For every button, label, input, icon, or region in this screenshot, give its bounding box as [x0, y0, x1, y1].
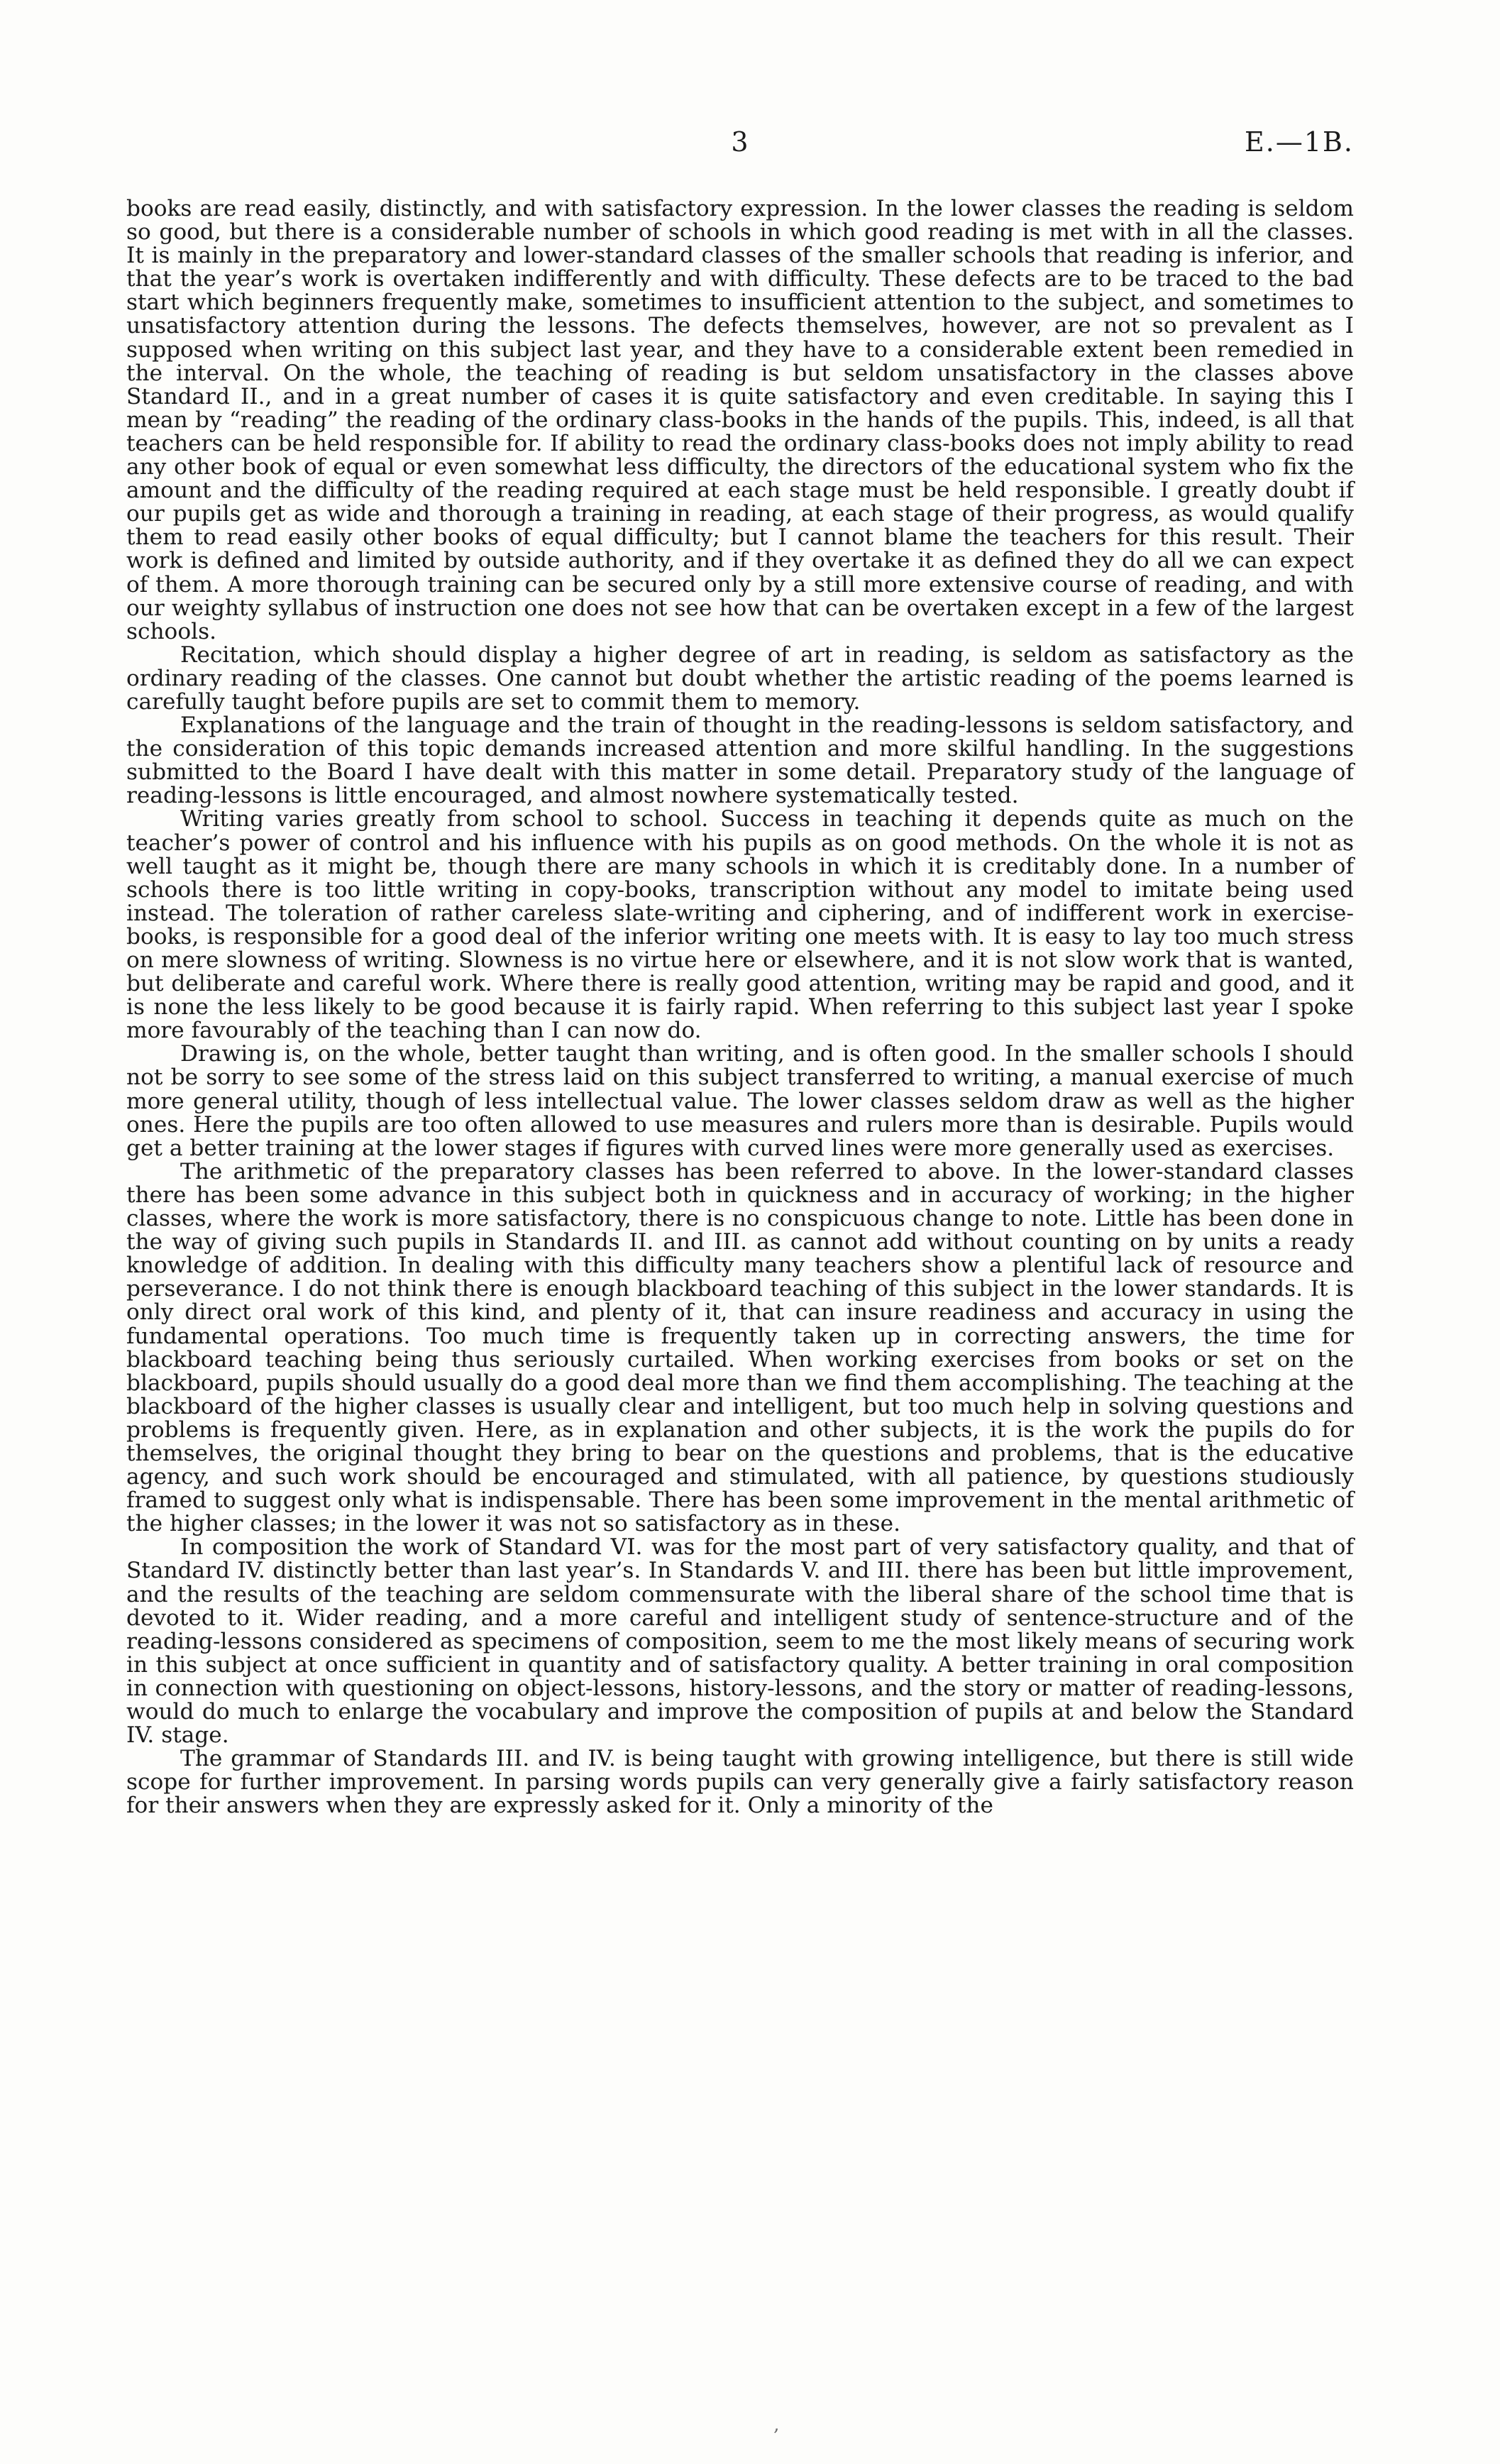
paragraph-writing: Writing varies greatly from school to school. Success in teaching it depends quite as much on the teacher’s power of control and his influence with his pupils as on good methods. On the whole it is not as well taught as it might be, though there are many schools in which it is creditably done. In a number of schools there is too little writing in copy-books, transcription without any model to imitate being used instead. The toleration of rather careless slate-writing and ciphering, and of indifferent work in exercise-books, is responsible for a good deal of the inferior writing one meets with. It is easy to lay too much stress on mere slowness of writing. Slowness is no virtue here or elsewhere, and it is not slow work that is wanted, but deliberate and careful work. Where there is really good attention, writing may be rapid and good, and it is none the less likely to be good because it is fairly rapid. When referring to this subject last year I spoke more favourably of the teaching than I can now do. [126, 806, 1354, 1044]
page-number: 3 [731, 126, 749, 158]
paragraph-drawing: Drawing is, on the whole, better taught than writing, and is often good. In the smaller schools I should not be sorry to see some of the stress laid on this subject transferred to writing, a manual exercise of much more general utility, though of less intellectual value. The lower classes seldom draw as well as the higher ones. Here the pupils are too often allowed to use measures and rulers more than is desirable. Pupils would get a better training at the lower stages if figures with curved lines were more generally used as exercises. [126, 1041, 1354, 1161]
paragraph-reading: books are read easily, distinctly, and with satisfactory expression. In the lower classes the reading is seldom so good, but there is a considerable number of schools in which good reading is met with in all the classes. It is mainly in the preparatory and lower-standard classes of the smaller schools that reading is inferior, and that the year’s work is overtaken indifferently and with difficulty. These defects are to be traced to the bad start which beginners frequently make, sometimes to insufficient attention to the subject, and sometimes to unsatisfactory attention during the lessons. The defects themselves, however, are not so prevalent as I supposed when writing on this subject last year, and they have to a considerable extent been remedied in the interval. On the whole, the teaching of reading is but seldom unsatisfactory in the classes above Standard II., and in a great number of cases it is quite satisfactory and even creditable. In saying this I mean by “reading” the reading of the ordinary class-books in the hands of the pupils. This, indeed, is all that teachers can be held responsible for. If ability to read the ordinary class-books does not imply ability to read any other book of equal or even somewhat less difficulty, the directors of the educational system who fix the amount and the difficulty of the reading required at each stage must be held responsible. I greatly doubt if our pupils get as wide and thorough a training in reading, at each stage of their progress, as would qualify them to read easily other books of equal difficulty; but I cannot blame the teachers for this result. Their work is defined and limited by outside authority, and if they overtake it as defined they do all we can expect of them. A more thorough training can be secured only by a still more extensive course of reading, and with our weighty syllabus of instruction one does not see how that can be overtaken except in a few of the largest schools. [126, 196, 1354, 644]
page-header [126, 126, 1354, 169]
paragraph-recitation: Recitation, which should display a higher degree of art in reading, is seldom as satisfactory as the ordinary reading of the classes. One cannot but doubt whether the artistic reading of the poems learned is carefully taught before pupils are set to commit them to memory. [126, 642, 1354, 715]
document-reference: E.—1B. [1245, 126, 1354, 158]
paragraph-arithmetic: The arithmetic of the preparatory classes has been referred to above. In the lower-standard classes there has been some advance in this subject both in quickness and in accuracy of working; in the higher classes, where the work is more satisfactory, there is no conspicuous change to note. Little has been done in the way of giving such pupils in Standards II. and III. as cannot add without counting on by units a ready knowledge of addition. In dealing with this difficulty many teachers show a plentiful lack of resource and perseverance. I do not think there is enough blackboard teaching of this subject in the lower standards. It is only direct oral work of this kind, and plenty of it, that can insure readiness and accuracy in using the fundamental operations. Too much time is frequently taken up in correcting answers, the time for blackboard teaching being thus seriously curtailed. When working exercises from books or set on the blackboard, pupils should usually do a good deal more than we find them accomplishing. The teaching at the blackboard of the higher classes is usually clear and intelligent, but too much help in solving questions and problems is frequently given. Here, as in explanation and other subjects, it is the work the pupils do for themselves, the original thought they bring to bear on the questions and problems, that is the educative agency, and such work should be encouraged and stimulated, with all patience, by questions studiously framed to suggest only what is indispensable. There has been some improvement in the mental arithmetic of the higher classes; in the lower it was not so satisfactory as in these. [126, 1158, 1354, 1537]
paragraph-composition: In composition the work of Standard VI. was for the most part of very satisfactory quality, and that of Standard IV. distinctly better than last year’s. In Standards V. and III. there has been but little improvement, and the results of the teaching are seldom commensurate with the liberal share of the school time that is devoted to it. Wider reading, and a more careful and intelligent study of sentence-structure and of the reading-lessons considered as specimens of composition, seem to me the most likely means of securing work in this subject at once sufficient in quantity and of satisfactory quality. A better training in oral composition in connection with questioning on object-lessons, history-lessons, and the story or matter of reading-lessons, would do much to enlarge the vocabulary and improve the composition of pupils at and below the Standard IV. stage. [126, 1534, 1354, 1749]
stray-mark: ‚ [773, 2414, 780, 2436]
paragraph-grammar: The grammar of Standards III. and IV. is being taught with growing intelligence, but there is still wide scope for further improvement. In parsing words pupils can very generally give a fairly satisfactory reason for their answers when they are expressly asked for it. Only a minority of the [126, 1746, 1354, 1819]
body-text [126, 197, 1354, 1817]
paragraph-explanations: Explanations of the language and the train of thought in the reading-lessons is seldom satisfactory, and the consideration of this topic demands increased attention and more skilful handling. In the suggestions submitted to the Board I have dealt with this matter in some detail. Preparatory study of the language of reading-lessons is little encouraged, and almost nowhere systematically tested. [126, 713, 1354, 809]
